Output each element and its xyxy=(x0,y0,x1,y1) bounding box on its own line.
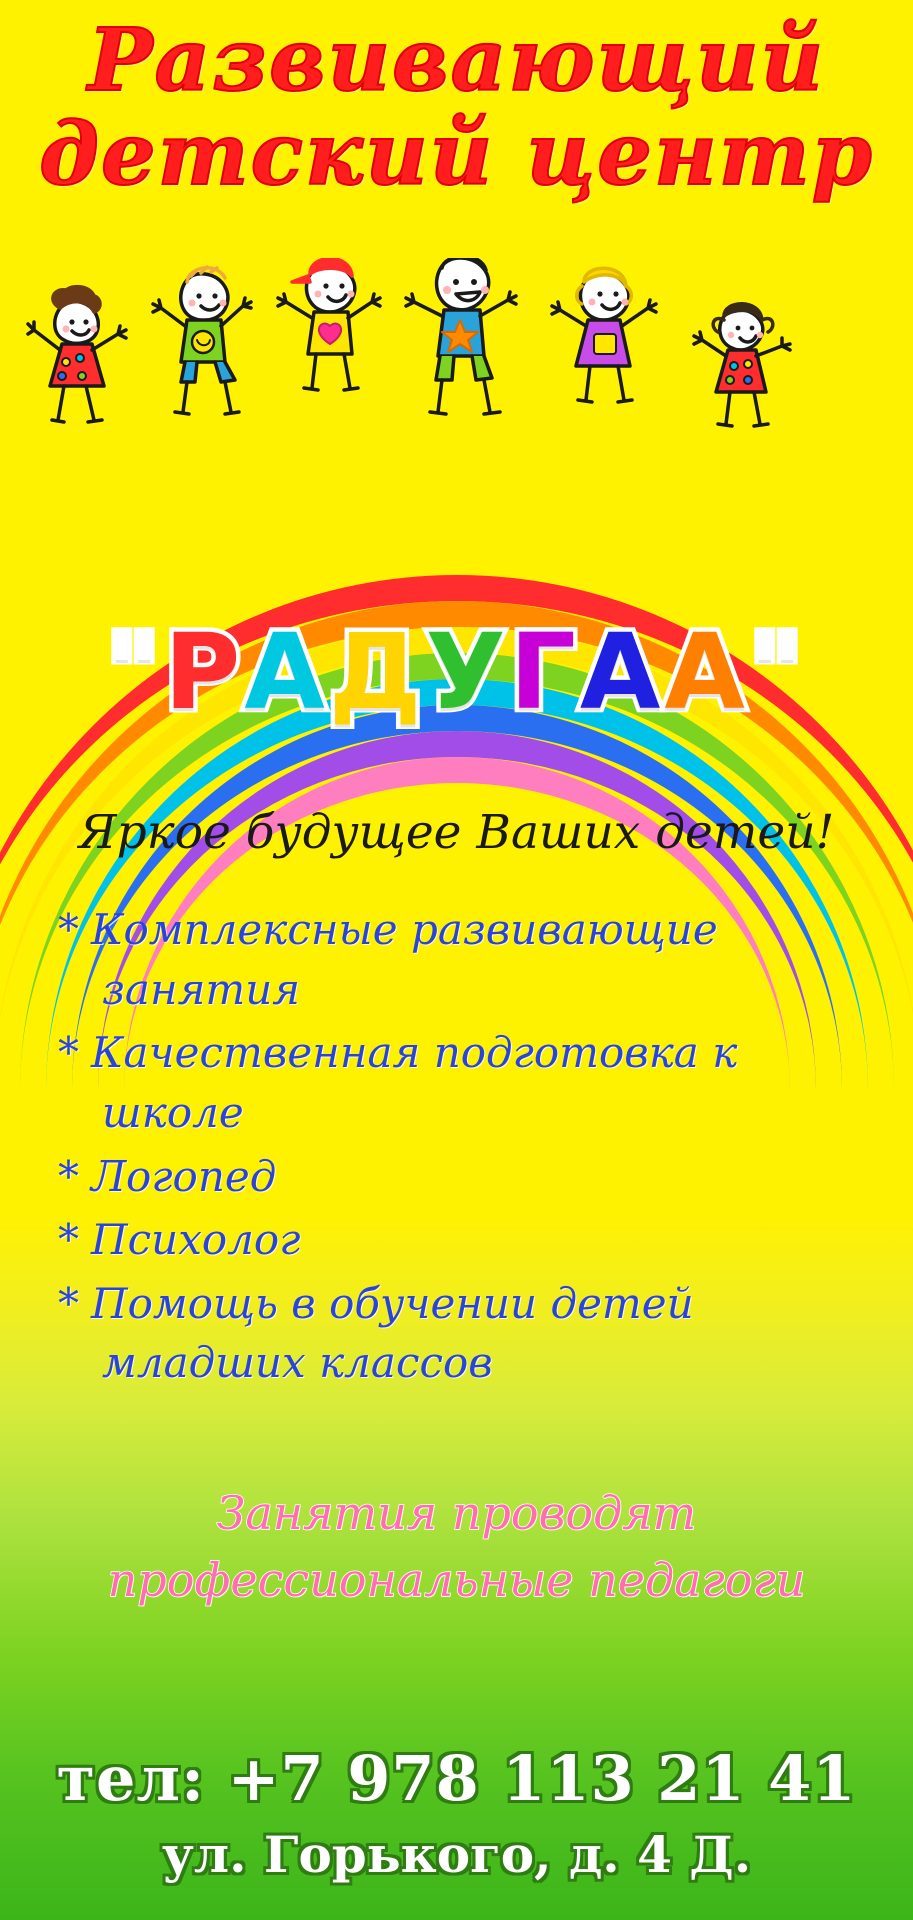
children-illustration xyxy=(0,258,913,518)
title-line-1: Развивающий xyxy=(87,10,826,111)
brand-name xyxy=(0,611,913,733)
feature-item xyxy=(58,1210,878,1270)
bullet-star-icon: * xyxy=(58,1028,79,1078)
teachers-note xyxy=(0,1480,913,1613)
brand-close-quote: " xyxy=(748,611,808,733)
teachers-line-2: профессиональные педагоги xyxy=(107,1552,806,1607)
contact-block xyxy=(0,1742,913,1884)
bullet-star-icon: * xyxy=(58,1215,79,1265)
bullet-star-icon: * xyxy=(58,1151,79,1201)
street-address: ул. Горького, д. 4 Д. xyxy=(161,1825,752,1884)
feature-item xyxy=(58,900,878,1019)
brand-letter-3: Д xyxy=(328,611,426,733)
phone-number[interactable]: тел: +7 978 113 21 41 xyxy=(56,1742,857,1815)
brand-letter-5: Г xyxy=(509,611,580,733)
slogan: Яркое будущее Ваших детей! xyxy=(78,805,835,860)
feature-text: Психолог xyxy=(91,1215,301,1265)
feature-item xyxy=(58,1023,878,1142)
brand-letter-1: Р xyxy=(164,611,245,733)
page-title xyxy=(0,10,913,205)
feature-text: Качественная подготовка к школе xyxy=(91,1028,738,1137)
title-line-2: детский центр xyxy=(39,104,874,205)
brand-letter-6: А xyxy=(579,611,665,733)
features-list xyxy=(58,900,878,1397)
brand-letter-4: У xyxy=(425,611,510,733)
brand-letter-2: А xyxy=(244,611,329,733)
brand-open-quote: " xyxy=(105,611,165,733)
brand-letter-7: А xyxy=(664,611,749,733)
feature-text: Комплексные развивающие занятия xyxy=(91,905,718,1014)
teachers-line-1: Занятия проводят xyxy=(216,1486,697,1540)
feature-text: Помощь в обучении детей младших классов xyxy=(91,1278,694,1388)
feature-text: Логопед xyxy=(91,1151,277,1201)
feature-item xyxy=(58,1147,878,1207)
bullet-star-icon: * xyxy=(58,1278,79,1328)
feature-item xyxy=(58,1274,878,1393)
bullet-star-icon: * xyxy=(58,905,79,954)
